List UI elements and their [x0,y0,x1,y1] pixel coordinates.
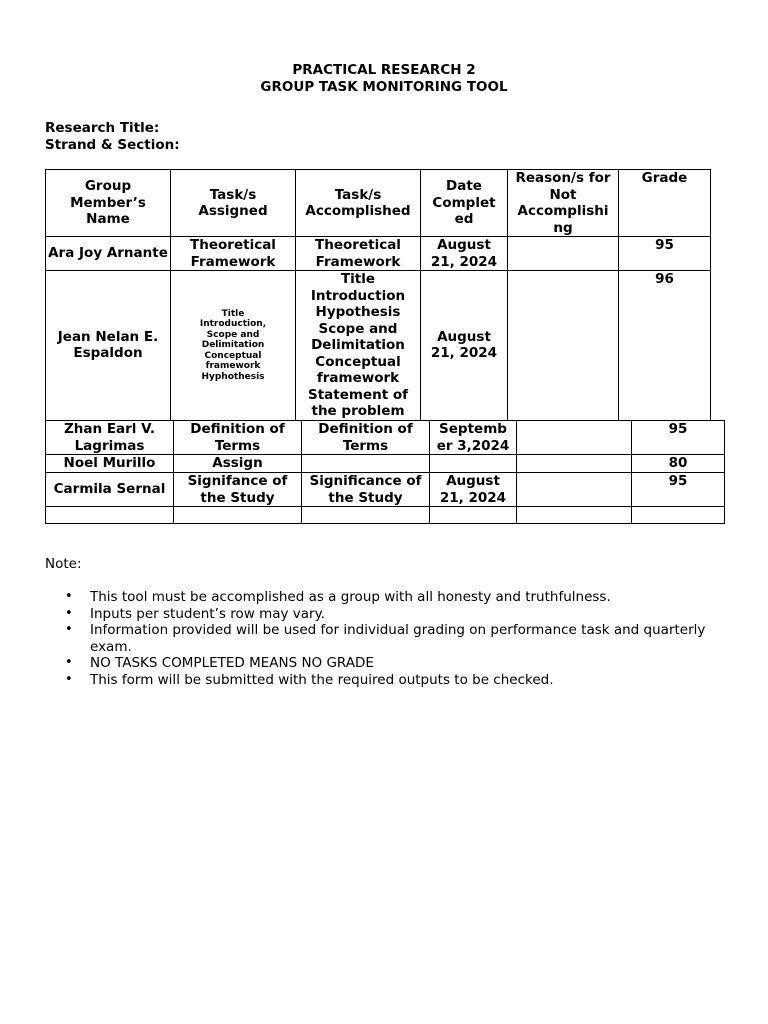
date-completed-cell: Septemb er 3,2024 [430,421,517,455]
bullet-icon: • [65,671,73,687]
task-assigned-cell [171,271,296,421]
grade-cell: 96 [619,271,711,421]
task-accomplished-line: Conceptual [315,353,401,370]
task-accomplished-line: Introduction [310,287,406,304]
grade-cell: 95 [632,473,725,507]
empty-cell [632,507,725,524]
strand-section-label: Strand & Section: [45,136,180,153]
task-assigned-line: Scope and [206,329,260,340]
reason-cell [508,271,619,421]
task-accomplished-line: the problem [311,403,405,419]
reason-cell [517,455,632,473]
research-meta [45,120,180,153]
task-accomplished-line: Delimitation [311,337,405,353]
reason-cell [508,237,619,271]
date-completed-cell: August 21, 2024 [421,237,508,271]
column-header-date: Date Complet ed [421,170,508,237]
task-accomplished-cell: Definition of Terms [302,421,430,455]
task-assigned-cell: Theoretical Framework [171,237,296,271]
column-header-assigned: Task/s Assigned [171,170,296,237]
note-text: NO TASKS COMPLETED MEANS NO GRADE [90,655,374,671]
grade-cell: 80 [632,455,725,473]
task-accomplished-line: Title [340,271,376,287]
title-line-2: GROUP TASK MONITORING TOOL [260,78,508,95]
task-assigned-line: Delimitation [201,340,265,350]
task-accomplished-cell [302,455,430,473]
table-row [46,455,725,473]
task-table-lower [45,420,725,524]
member-name-cell: Zhan Earl V. Lagrimas [46,421,174,455]
date-completed-cell [430,455,517,473]
column-header-reason: Reason/s for Not Accomplishi ng [508,170,619,237]
list-item [45,606,735,623]
task-accomplished-cell: Significance of the Study [302,473,430,507]
task-assigned-line: Introduction, [199,319,267,329]
task-assigned-line: Hyphothesis [201,371,265,382]
empty-cell [46,507,174,524]
task-accomplished-line: Statement of [307,386,409,403]
task-assigned-line: Title [221,308,245,319]
date-completed-cell: August 21, 2024 [430,473,517,507]
note-text: Inputs per student’s row may vary. [90,605,325,622]
research-title-label: Research Title: [45,120,160,136]
note-text: Information provided will be used for individual grading on performance task and quarterly exam. [90,622,706,655]
reason-cell [517,421,632,455]
empty-cell [174,507,302,524]
column-header-grade: Grade [619,170,711,237]
list-item [45,622,735,655]
column-header-accomplished: Task/s Accomplished [296,170,421,237]
task-assigned-cell: Assign [174,455,302,473]
table-row [46,271,711,421]
bullet-icon: • [65,622,73,637]
task-assigned-cell: Signifance of the Study [174,473,302,507]
member-name-cell: Jean Nelan E. Espaldon [46,271,171,421]
column-header-name: Group Member’s Name [46,170,171,237]
reason-cell [517,473,632,507]
table-header-row [46,170,711,237]
note-label: Note: [45,556,82,572]
grade-cell: 95 [632,421,725,455]
member-name-cell: Ara Joy Arnante [46,237,171,271]
notes-list [45,589,735,688]
task-accomplished-line: Scope and [318,320,398,337]
task-table-upper [45,169,711,421]
empty-cell [430,507,517,524]
table-row [46,237,711,271]
table-row [46,473,725,507]
note-text: This form will be submitted with the required outputs to be checked. [90,671,554,688]
table-row [46,421,725,455]
title-line-1: PRACTICAL RESEARCH 2 [292,62,476,78]
bullet-icon: • [65,605,73,621]
member-name-cell: Carmila Sernal [46,473,174,507]
list-item [45,672,735,689]
task-assigned-line: framework [205,361,261,371]
bullet-icon: • [65,589,73,604]
empty-cell [302,507,430,524]
note-text: This tool must be accomplished as a group with all honesty and truthfulness. [90,589,611,605]
task-accomplished-line: Hypothesis [315,304,401,320]
task-assigned-line: Conceptual [204,350,262,361]
bullet-icon: • [65,655,73,670]
document-title [0,62,768,95]
date-completed-cell: August 21, 2024 [421,271,508,421]
member-name-cell: Noel Murillo [46,455,174,473]
task-assigned-cell: Definition of Terms [174,421,302,455]
task-accomplished-cell [296,271,421,421]
list-item [45,589,735,606]
list-item [45,655,735,672]
task-accomplished-line: framework [316,370,400,386]
table-row-blank [46,507,725,524]
task-accomplished-cell: Theoretical Framework [296,237,421,271]
empty-cell [517,507,632,524]
grade-cell: 95 [619,237,711,271]
